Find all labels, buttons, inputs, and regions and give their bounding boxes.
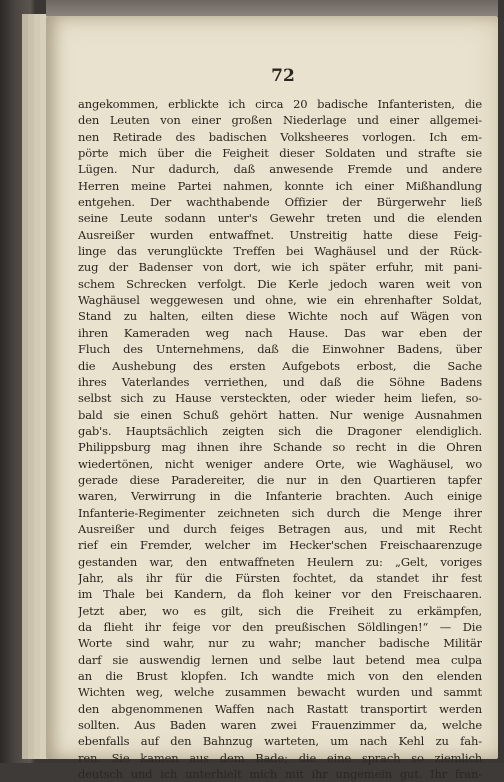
text-line: da flieht ihr feige vor den preußischen Söldlingen!“ — Die [78, 620, 482, 634]
text-line: Fluch des Unternehmens, daß die Einwohner Badens, über [78, 342, 482, 357]
text-line: waren, Verwirrung in die Infanterie brachten. Auch einige [78, 489, 482, 504]
text-line: Stand zu halten, eilten diese Wichte noch auf Wägen von [78, 309, 482, 324]
text-line: wiedertönen, nicht weniger andere Orte, wie Waghäusel, wo [78, 456, 482, 471]
text-line: ren. Sie kamen aus dem Bade; die eine sprach so ziemlich [78, 750, 482, 765]
text-line: den Leuten von einer großen Niederlage und einer allgemei- [78, 113, 482, 128]
text-line: gestanden war, den entwaffneten Heulern zu: „Gelt, voriges [78, 554, 482, 569]
text-line: Infanterie-Regimenter zeichneten sich durch die Menge ihrer [78, 505, 482, 520]
text-line: entgehen. Der wachthabende Offizier der Bürgerwehr ließ [78, 195, 482, 210]
text-line: pörte mich über die Feigheit dieser Soldaten und strafte sie [78, 146, 482, 161]
text-line: Jahr, als ihr für die Fürsten fochtet, da standet ihr fest [78, 570, 482, 585]
text-line: angekommen, erblickte ich circa 20 badische Infanteristen, die [78, 97, 482, 111]
text-line: sollten. Aus Baden waren zwei Frauenzimmer da, welche [78, 718, 482, 733]
text-line: Ausreißer wurden entwaffnet. Unstreitig hatte diese Feig- [78, 227, 482, 242]
text-line: im Thale bei Kandern, da floh keiner vor den Freischaaren. [78, 587, 482, 602]
text-line: gerade diese Paradereiter, die nur in den Quartieren tapfer [78, 472, 482, 487]
text-line: Jetzt aber, wo es gilt, sich die Freiheit zu erkämpfen, [78, 603, 482, 618]
text-line: darf sie auswendig lernen und selbe laut betend mea culpa [78, 652, 482, 667]
text-line: Lügen. Nur dadurch, daß anwesende Fremde und andere [78, 162, 482, 177]
text-line: Wichten weg, welche zusammen bewacht wurden und sammt [78, 685, 482, 700]
text-line: ebenfalls auf den Bahnzug warteten, um nach Kehl zu fah- [78, 734, 482, 749]
text-line: die Aushebung des ersten Aufgebots erbost, die Sache [78, 358, 482, 373]
text-line: Ausreißer und durch feiges Betragen aus, und mit Recht [78, 521, 482, 536]
text-line: schem Schrecken verfolgt. Die Kerle jedoch waren weit von [78, 276, 482, 291]
text-line: nen Retirade des badischen Volksheeres vorlogen. Ich em- [78, 129, 482, 144]
text-line: ihres Vaterlandes verriethen, und daß die Söhne Badens [78, 374, 482, 389]
text-line: Waghäusel weggewesen und ohne, wie ein ehrenhafter Soldat, [78, 293, 482, 308]
text-line: linge das verunglückte Treffen bei Waghäusel und der Rück- [78, 244, 482, 259]
text-line: Worte sind wahr, nur zu wahr; mancher badische Militär [78, 636, 482, 651]
text-line: Philippsburg mag ihnen ihre Schande so recht in die Ohren [78, 440, 482, 455]
text-line: bald sie einen Schuß gehört hatten. Nur wenige Ausnahmen [78, 407, 482, 422]
text-line: selbst sich zu Hause versteckten, oder wieder heim liefen, so- [78, 391, 482, 406]
book-top-shadow [46, 0, 498, 16]
text-line: seine Leute sodann unter's Gewehr treten und die elenden [78, 211, 482, 226]
text-line: Herren meine Partei nahmen, konnte ich einer Mißhandlung [78, 178, 482, 193]
text-line: rief ein Fremder, welcher im Hecker'schen Freischaarenzuge [78, 538, 482, 553]
page-number: 72 [271, 66, 295, 86]
text-line: gab's. Hauptsächlich zeigten sich die Dragoner elendiglich. [78, 423, 482, 438]
body-text [78, 96, 482, 782]
text-line: den abgenommenen Waffen nach Rastatt transportirt werden [78, 701, 482, 716]
text-line: deutsch und ich unterhielt mich mit ihr ungemein gut. Ihr fran- [78, 767, 482, 782]
text-line: ihren Kameraden weg nach Hause. Das war eben der [78, 325, 482, 340]
text-line: zug der Badenser von dort, wie ich später erfuhr, mit pani- [78, 260, 482, 275]
text-line: an die Brust klopfen. Ich wandte mich von den elenden [78, 669, 482, 684]
